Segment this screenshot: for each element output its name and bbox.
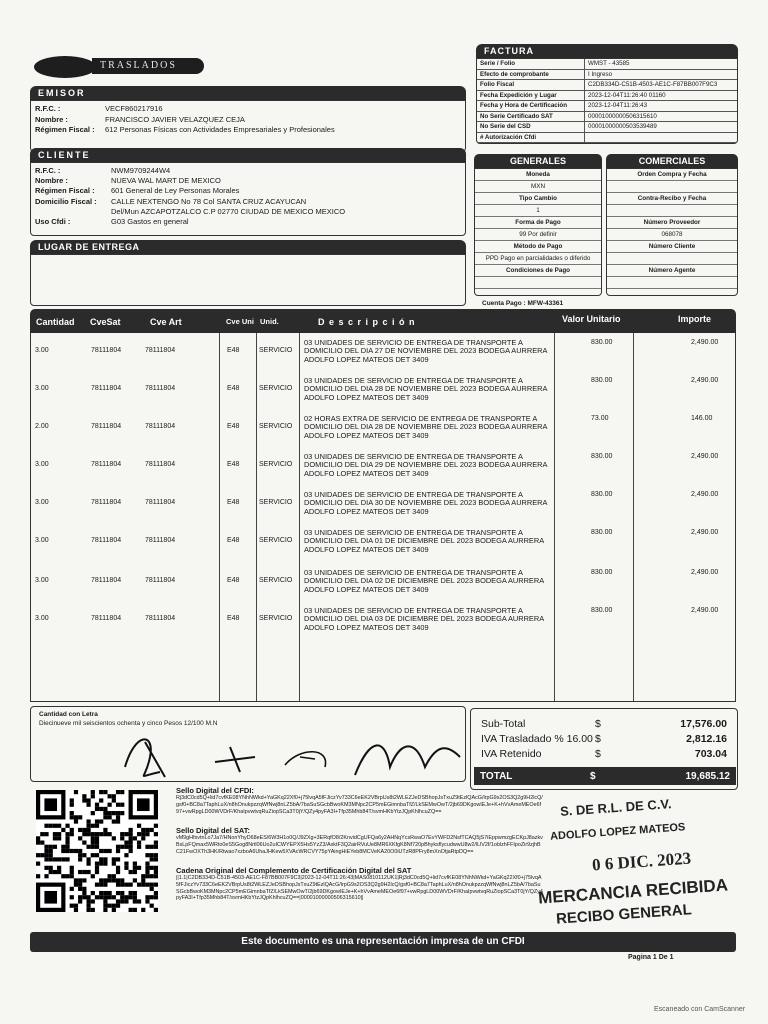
cliente-nombre: NUEVA WAL MART DE MEXICO (111, 176, 221, 186)
table-row (31, 569, 737, 607)
cell-cveuni: E48 (227, 347, 240, 354)
cuenta-pago: Cuenta Pago : MFW-43361 (482, 300, 564, 307)
cell-cantidad: 3.00 (35, 615, 49, 622)
stamp-company: S. DE R.L. DE C.V. (559, 796, 672, 819)
cell-cantidad: 2.00 (35, 423, 49, 430)
cell-valor-unitario: 73.00 (591, 415, 609, 422)
factura-field-value: 00001000000506315610 (585, 112, 737, 123)
cell-importe: 2,490.00 (691, 529, 719, 536)
cell-cvesat: 78111804 (91, 423, 122, 430)
cell-cveart: 78111804 (145, 499, 176, 506)
emisor-panel (30, 86, 466, 152)
generales-cell: Condiciones de Pago (475, 265, 601, 277)
stamp-date: 0 6 DIC. 2023 (591, 848, 692, 875)
cell-cveart: 78111804 (145, 615, 176, 622)
retenido-currency: $ (595, 748, 601, 760)
cell-cveart: 78111804 (145, 385, 176, 392)
cell-cveuni: E48 (227, 537, 240, 544)
subtotal-value: 17,576.00 (680, 718, 727, 730)
cell-importe: 146.00 (691, 415, 713, 422)
retenido-label: IVA Retenido (481, 748, 542, 760)
company-logo-oval (34, 56, 96, 78)
cliente-uso: G03 Gastos en general (111, 217, 189, 227)
cell-cantidad: 3.00 (35, 385, 49, 392)
cell-cveuni: E48 (227, 615, 240, 622)
table-row (31, 377, 737, 415)
factura-field-value: WMST - 43585 (585, 59, 737, 70)
cell-valor-unitario: 830.00 (591, 569, 613, 576)
generales-cell: PPD Pago en parcialidades o diferido (475, 253, 601, 265)
comerciales-panel (606, 154, 738, 296)
subtotal-currency: $ (595, 718, 601, 730)
cell-descripcion: 03 UNIDADES DE SERVICIO DE ENTREGA DE TRANSPORTE A DOMICILIO DEL DIA 01 DE DICIEMBRE DEL 2023 BODEGA AURRERA ADOLFO LOPEZ MATEOS DET 3409 (304, 528, 544, 554)
subtotal-label: Sub-Total (481, 718, 526, 730)
cell-cveart: 78111804 (145, 461, 176, 468)
cliente-domicilio-line2: Del/Mun AZCAPOTZALCO C.P 02770 CIUDAD DE MEXICO MEXICO (111, 206, 346, 216)
factura-fields (476, 58, 738, 144)
cliente-title: CLIENTE (30, 148, 466, 162)
generales-cell: Moneda (475, 169, 601, 181)
cell-valor-unitario: 830.00 (591, 339, 613, 346)
comerciales-cell (607, 277, 737, 289)
cell-cveuni: E48 (227, 423, 240, 430)
stamp-branch: ADOLFO LOPEZ MATEOS (549, 821, 686, 843)
sello-cfdi-label: Sello Digital del CFDI: (176, 786, 254, 795)
page-number: Pagina 1 De 1 (628, 954, 674, 961)
col-importe: Importe (678, 314, 712, 324)
sello-cfdi-value: Rj3dC0cd5Q+lid7cvfKE08YNhNWkd+YaGKq22Xf0+j75lvqA5fFJiczYv733C6eEK2VBrpUs8t2WLEZJeDSBhopJsTxuZ9tEzlQAcG/lrpG9s2OS3Q2g9H2lcQ/gsf0+BC8a7TaphLuX/n8hOnukpzzqWfNwj8nLZ5bA/7baSuSGcbBwoKM3MNpc2CP5mEGimnbaTfZ/LkSEMwOwT/2jb69DKgowIEJe+K+hVvAmeMEOe6f97+vwRpgLD00WVDrF/KhaIpvwtvqRuZiopSCa3T0jY/QZy4pyFA3I+Tfp35Mhb84T/svmHKbYtzJQpKhlhcuZQ== (176, 795, 543, 815)
factura-title: FACTURA (476, 44, 738, 58)
cell-unid: SERVICIO (259, 347, 293, 354)
cliente-domicilio-label: Domicilio Fiscal : (35, 196, 97, 206)
table-row (31, 415, 737, 453)
table-row (31, 339, 737, 377)
cell-importe: 2,490.00 (691, 453, 719, 460)
iva-value: 2,812.16 (686, 733, 727, 745)
cfdi-banner: Este documento es una representación impresa de un CFDI (30, 932, 736, 952)
generales-cell: 1 (475, 205, 601, 217)
factura-field-label: # Autorización Cfdi (477, 133, 585, 144)
items-table-body (30, 333, 736, 702)
comerciales-cell: Orden Compra y Fecha (607, 169, 737, 181)
col-cvesat: CveSat (90, 317, 121, 327)
col-valor-unitario: Valor Unitario (562, 314, 621, 324)
cell-unid: SERVICIO (259, 423, 293, 430)
items-table-header (30, 309, 736, 333)
lugar-entrega-title: LUGAR DE ENTREGA (30, 240, 466, 254)
emisor-nombre: FRANCISCO JAVIER VELAZQUEZ CEJA (105, 114, 245, 124)
emisor-rfc-label: R.F.C. : (35, 104, 61, 113)
col-cantidad: Cantidad (36, 317, 75, 327)
cell-cvesat: 78111804 (91, 347, 122, 354)
factura-field-value: 2023-12-04T11:26:43 (585, 101, 737, 112)
comerciales-cell: Número Agente (607, 265, 737, 277)
cell-valor-unitario: 830.00 (591, 607, 613, 614)
cantidad-letra-label: Cantidad con Letra (39, 711, 98, 718)
cell-unid: SERVICIO (259, 385, 293, 392)
iva-currency: $ (595, 733, 601, 745)
comerciales-cell: 068078 (607, 229, 737, 241)
cliente-domicilio-line1: CALLE NEXTENGO No 78 Col SANTA CRUZ ACAYUCAN (111, 196, 307, 206)
cell-descripcion: 03 UNIDADES DE SERVICIO DE ENTREGA DE TRANSPORTE A DOMICILIO DEL DIA 28 DE NOVIEMBRE DEL 2023 BODEGA AURRERA ADOLFO LOPEZ MATEOS DET 3409 (304, 376, 548, 402)
cell-descripcion: 02 HORAS EXTRA DE SERVICIO DE ENTREGA DE TRANSPORTE A DOMICILIO DEL DIA 28 DE NOVIEMBRE DEL 2023 BODEGA AURRERA ADOLFO LOPEZ MATEOS DET 3409 (304, 414, 548, 440)
cell-cvesat: 78111804 (91, 385, 122, 392)
cell-importe: 2,490.00 (691, 339, 719, 346)
col-cveart: Cve Art (150, 317, 182, 327)
comerciales-cell: Número Proveedor (607, 217, 737, 229)
cell-cantidad: 3.00 (35, 347, 49, 354)
table-row (31, 491, 737, 529)
cell-descripcion: 03 UNIDADES DE SERVICIO DE ENTREGA DE TRANSPORTE A DOMICILIO DEL DIA 29 DE NOVIEMBRE DEL 2023 BODEGA AURRERA ADOLFO LOPEZ MATEOS DET 3409 (304, 452, 548, 478)
cell-importe: 2,490.00 (691, 491, 719, 498)
stamp-recibo: RECIBO GENERAL (555, 901, 693, 928)
emisor-rfc: VECF860217916 (105, 104, 163, 113)
cliente-rfc: NWM9709244W4 (111, 166, 171, 175)
cell-valor-unitario: 830.00 (591, 453, 613, 460)
cell-cantidad: 3.00 (35, 577, 49, 584)
factura-field-label: No Serie del CSD (477, 122, 585, 133)
cell-unid: SERVICIO (259, 615, 293, 622)
cell-cveart: 78111804 (145, 347, 176, 354)
generales-title: GENERALES (474, 154, 602, 168)
sello-sat-label: Sello Digital del SAT: (176, 826, 251, 835)
cell-unid: SERVICIO (259, 461, 293, 468)
emisor-regimen-label: Régimen Fiscal : (35, 125, 95, 134)
factura-field-label: Folio Fiscal (477, 80, 585, 91)
cell-cvesat: 78111804 (91, 615, 122, 622)
cell-valor-unitario: 830.00 (591, 491, 613, 498)
cliente-regimen: 601 General de Ley Personas Morales (111, 186, 240, 196)
generales-cell: Tipo Cambio (475, 193, 601, 205)
cell-cveuni: E48 (227, 577, 240, 584)
cell-unid: SERVICIO (259, 499, 293, 506)
signature-scribbles (115, 727, 475, 781)
cell-cveuni: E48 (227, 385, 240, 392)
table-row (31, 453, 737, 491)
generales-cell: Forma de Pago (475, 217, 601, 229)
iva-label: IVA Trasladado % 16.00 (481, 733, 593, 745)
cell-unid: SERVICIO (259, 577, 293, 584)
cell-valor-unitario: 830.00 (591, 377, 613, 384)
table-row (31, 529, 737, 567)
col-unid: Unid. (260, 317, 279, 326)
cell-descripcion: 03 UNIDADES DE SERVICIO DE ENTREGA DE TRANSPORTE A DOMICILIO DEL DIA 27 DE NOVIEMBRE DEL 2023 BODEGA AURRERA ADOLFO LOPEZ MATEOS DET 3409 (304, 338, 548, 364)
emisor-regimen: 612 Personas Físicas con Actividades Empresariales y Profesionales (105, 125, 335, 134)
retenido-value: 703.04 (694, 748, 727, 760)
cell-cantidad: 3.00 (35, 461, 49, 468)
stamp-mercancia: MERCANCIA RECIBIDA (537, 875, 729, 908)
cell-descripcion: 03 UNIDADES DE SERVICIO DE ENTREGA DE TRANSPORTE A DOMICILIO DEL DIA 02 DE DICIEMBRE DEL 2023 BODEGA AURRERA ADOLFO LOPEZ MATEOS DET 3409 (304, 568, 544, 594)
cliente-panel (30, 148, 466, 236)
cantidad-letra-box (30, 706, 466, 782)
total-value: 19,685.12 (685, 770, 730, 782)
col-cveuni: Cve Uni (226, 317, 254, 326)
total-bar (474, 767, 736, 785)
generales-cell: 99 Por definir (475, 229, 601, 241)
factura-field-label: No Serie Certificado SAT (477, 112, 585, 123)
table-row (31, 607, 737, 645)
factura-field-value: C2DB334D-C51B-4503-AE1C-F87BB007F9C3 (585, 80, 737, 91)
cell-descripcion: 03 UNIDADES DE SERVICIO DE ENTREGA DE TRANSPORTE A DOMICILIO DEL DIA 03 DE DICIEMBRE DEL 2023 BODEGA AURRERA ADOLFO LOPEZ MATEOS DET 3409 (304, 606, 544, 632)
cell-cveart: 78111804 (145, 577, 176, 584)
company-logo-text: TRASLADOS (92, 58, 204, 74)
generales-cell: Método de Pago (475, 241, 601, 253)
generales-cell (475, 277, 601, 289)
comerciales-cell: Número Cliente (607, 241, 737, 253)
cell-valor-unitario: 830.00 (591, 529, 613, 536)
sello-sat-value: vM9gHfsvtnLo7Ja7/HNonYhyD68eES/6W3H1o0Q/J9ZXg+3ERqfO8/2KnvidCgUFQa6y2AHNqYcsRwaO7EvYWFD2NsfTCAQ5jS7iEppwmzgECKpJ8azkvBsLpFQmax5WRto0eS5Gog8Nrtl06Uo2uICWYEPX5Hs5YzZ3/AxktF3Q2airRVuUe8MR6XKfgK8Nf720pBhyksflycudwwU8w2/lLlV2f/1oblzhFFIpoZir9zjhBC21FwOXTh3HK/Rtwao7xzboA6UhaJHKew5XVAcWRCVY75pYAingHiEYeb8MCVeKA20O0iUTzR8PFry8mXnOtjaRtpDQ== (176, 835, 543, 855)
factura-field-label: Efecto de comprobante (477, 70, 585, 81)
cell-cveuni: E48 (227, 499, 240, 506)
generales-cell: MXN (475, 181, 601, 193)
scanner-watermark: Escaneado con CamScanner (654, 1006, 746, 1013)
factura-field-value: I Ingreso (585, 70, 737, 81)
cantidad-letra-text: Diecinueve mil seiscientos ochenta y cinco Pesos 12/100 M.N (39, 720, 218, 727)
factura-field-label: Serie / Folio (477, 59, 585, 70)
cliente-nombre-label: Nombre : (35, 176, 68, 186)
cell-cantidad: 3.00 (35, 537, 49, 544)
sellos-section (176, 786, 544, 909)
cell-cveart: 78111804 (145, 423, 176, 430)
col-descripcion: D e s c r i p c i ó n (318, 317, 416, 327)
cell-importe: 2,490.00 (691, 607, 719, 614)
cell-unid: SERVICIO (259, 537, 293, 544)
factura-field-label: Fecha y Hora de Certificación (477, 101, 585, 112)
qr-code (36, 790, 158, 912)
cell-importe: 2,490.00 (691, 569, 719, 576)
comerciales-cell: Contra-Recibo y Fecha (607, 193, 737, 205)
factura-field-value: 2023-12-04T11:26:40 01160 (585, 91, 737, 102)
cell-cvesat: 78111804 (91, 499, 122, 506)
cell-cvesat: 78111804 (91, 577, 122, 584)
factura-field-value (585, 133, 737, 144)
lugar-entrega-panel (30, 240, 466, 306)
emisor-title: EMISOR (30, 86, 466, 100)
factura-field-label: Fecha Expedición y Lugar (477, 91, 585, 102)
cliente-regimen-label: Régimen Fiscal : (35, 186, 95, 196)
cell-cveuni: E48 (227, 461, 240, 468)
total-currency: $ (590, 770, 596, 782)
factura-panel (476, 44, 738, 144)
total-label: TOTAL (480, 770, 513, 782)
cell-cantidad: 3.00 (35, 499, 49, 506)
cell-importe: 2,490.00 (691, 377, 719, 384)
cadena-original-value: ||1.1|C2DB334D-C51B-4503-AE1C-F87BB007F9C3|2023-12-04T11:26:43|MAS0810112UK1|Rj3dC0cd5Q+lid7cvfKE08YNhNWkd+YaGKq22Xf0+j75lvqA5fFJiczYv733C6eEK2VBrpUs8t2WLEZJeDSBhopJsTxuZ9tEzlQAcG/lrpG9s2OS3Q2g9H2lcQ/gsf0+BC8a7TaphLuX/n8hOnukpzzqWfNwj8nLZ5bA/7baSuSGcbBwoKM3MNpc2CP5mEGimnbaTfZ/LkSEMwOwT/2jb69DKgowIEJe+K+hVvAmeMEOe6f97+vwRpgLD00WVDrF/KhaIpvwtvqRuZiopSCa3T0jY/QZy4pyFA3I+Tfp35Mhb84T/svmHKbYtzJQpKhlhcuZQ==|00001000000506315610|| (176, 875, 543, 902)
comerciales-cell (607, 181, 737, 193)
cliente-uso-label: Uso Cfdi : (35, 217, 71, 227)
emisor-nombre-label: Nombre : (35, 114, 68, 124)
comerciales-title: COMERCIALES (606, 154, 738, 168)
cadena-original-label: Cadena Original del Complemento de Certificación Digital del SAT (176, 866, 412, 875)
cell-cvesat: 78111804 (91, 461, 122, 468)
factura-field-value: 00001000000503539489 (585, 122, 737, 133)
comerciales-cell (607, 253, 737, 265)
generales-panel (474, 154, 602, 307)
cell-cveart: 78111804 (145, 537, 176, 544)
cell-descripcion: 03 UNIDADES DE SERVICIO DE ENTREGA DE TRANSPORTE A DOMICILIO DEL DIA 30 DE NOVIEMBRE DEL 2023 BODEGA AURRERA ADOLFO LOPEZ MATEOS DET 3409 (304, 490, 548, 516)
cliente-rfc-label: R.F.C. : (35, 166, 61, 175)
cell-cvesat: 78111804 (91, 537, 122, 544)
comerciales-cell (607, 205, 737, 217)
